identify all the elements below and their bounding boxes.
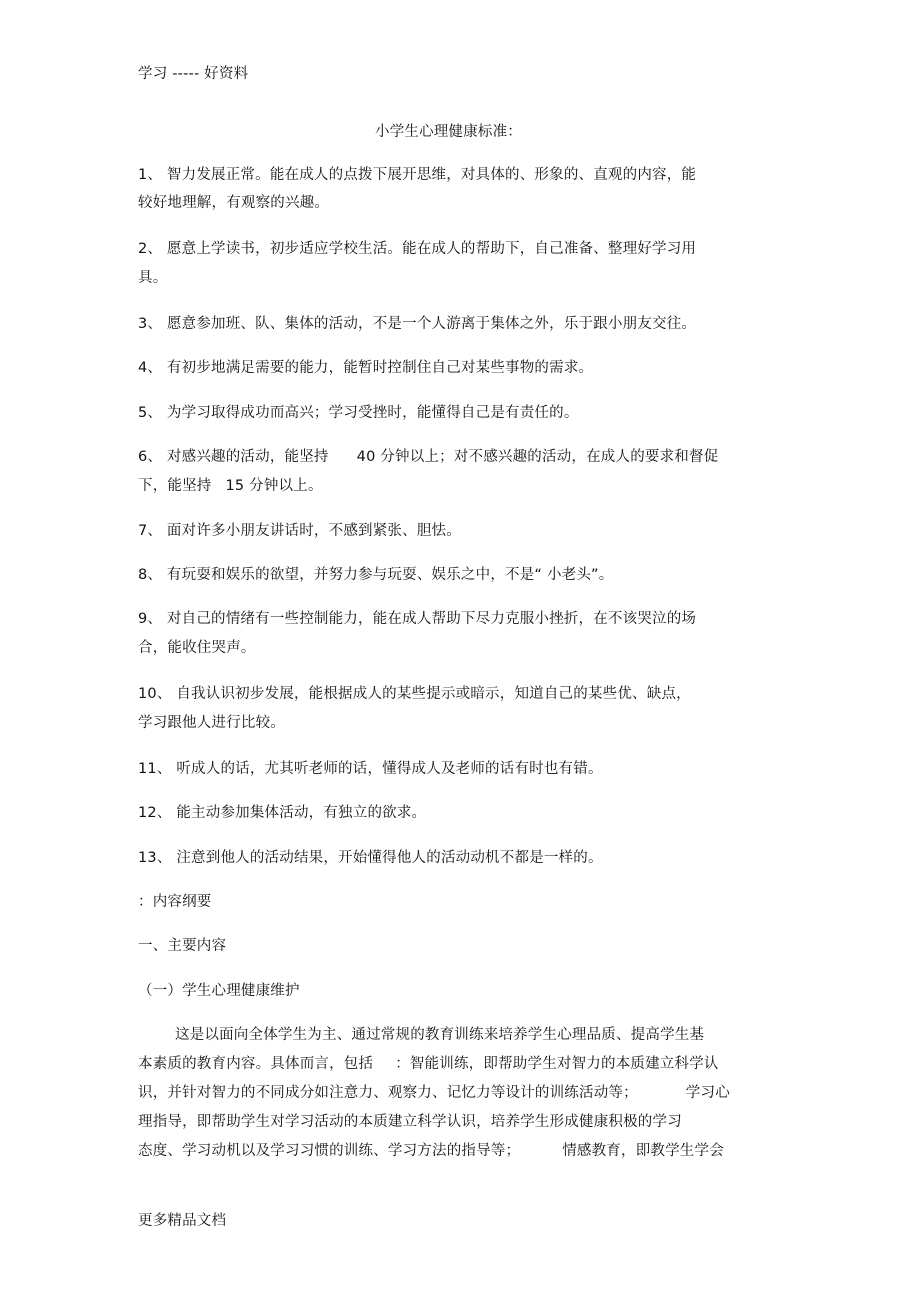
section-heading-main-content: 一、主要内容 (138, 938, 227, 954)
item-9-line-1: 9、 对自己的情绪有一些控制能力，能在成人帮助下尽力克服小挫折，在不该哭泣的场 (138, 611, 697, 627)
paragraph-line-3 (138, 1083, 730, 1103)
item-8: 8、 有玩耍和娱乐的欲望，并努力参与玩耍、娱乐之中，不是“ 小老头”。 (138, 567, 614, 583)
paragraph-line-5 (138, 1141, 724, 1161)
item-6-line-1 (138, 447, 718, 467)
document-title: 小学生心理健康标准： (375, 124, 522, 140)
item-6-line-2 (138, 476, 323, 496)
item-12: 12、 能主动参加集体活动，有独立的欲求。 (138, 805, 427, 821)
page-header: 学习 ----- 好资料 (138, 66, 249, 82)
item-6-part-b: 40 分钟以上；对不感兴趣的活动，在成人的要求和督促 (356, 449, 719, 465)
item-3: 3、 愿意参加班、队、集体的活动，不是一个人游离于集体之外，乐于跟小朋友交往。 (138, 316, 697, 332)
subsection-heading-mental-health: （一）学生心理健康维护 (138, 983, 300, 999)
paragraph-line-5-part-a: 态度、学习动机以及学习习惯的训练、学习方法的指导等； (138, 1143, 521, 1159)
paragraph-line-5-part-b: 情感教育，即教学生学会 (562, 1143, 724, 1159)
item-1-line-2: 较好地理解，有观察的兴趣。 (138, 195, 330, 211)
item-1-line-1: 1、 智力发展正常。能在成人的点拨下展开思维，对具体的、形象的、直观的内容，能 (138, 167, 697, 183)
item-13: 13、 注意到他人的活动结果，开始懂得他人的活动动机不都是一样的。 (138, 850, 603, 866)
page-footer: 更多精品文档 (138, 1213, 227, 1229)
content-outline-heading: ：内容纲要 (138, 894, 212, 910)
item-6-part-a: 6、 对感兴趣的活动，能坚持 (138, 449, 329, 465)
paragraph-line-3-part-a: 识，并针对智力的不同成分如注意力、观察力、记忆力等设计的训练活动等； (138, 1085, 638, 1101)
item-5: 5、 为学习取得成功而高兴；学习受挫时，能懂得自己是有责任的。 (138, 405, 579, 421)
item-6-part-d: 15 分钟以上。 (225, 478, 323, 494)
paragraph-line-2-part-b: ：智能训练，即帮助学生对智力的本质建立科学认 (395, 1056, 719, 1072)
item-10-line-2: 学习跟他人进行比较。 (138, 715, 285, 731)
item-9-line-2: 合，能收住哭声。 (138, 640, 256, 656)
item-7: 7、 面对许多小朋友讲话时，不感到紧张、胆怯。 (138, 523, 461, 539)
paragraph-line-2 (138, 1054, 719, 1074)
paragraph-line-1: 这是以面向全体学生为主、通过常规的教育训练来培养学生心理品质、提高学生基 (175, 1027, 705, 1043)
item-6-part-c: 下，能坚持 (138, 478, 212, 494)
item-4: 4、 有初步地满足需要的能力，能暂时控制住自己对某些事物的需求。 (138, 360, 594, 376)
paragraph-line-3-part-b: 学习心 (685, 1085, 730, 1101)
item-2-line-1: 2、 愿意上学读书，初步适应学校生活。能在成人的帮助下，自己准备、整理好学习用 (138, 241, 697, 257)
item-11: 11、 听成人的话，尤其听老师的话，懂得成人及老师的话有时也有错。 (138, 761, 603, 777)
paragraph-line-2-part-a: 本素质的教育内容。具体而言，包括 (138, 1056, 374, 1072)
paragraph-line-4: 理指导，即帮助学生对学习活动的本质建立科学认识，培养学生形成健康积极的学习 (138, 1114, 682, 1130)
item-2-line-2: 具。 (138, 270, 168, 286)
item-10-line-1: 10、 自我认识初步发展，能根据成人的某些提示或暗示，知道自己的某些优、缺点， (138, 686, 691, 702)
